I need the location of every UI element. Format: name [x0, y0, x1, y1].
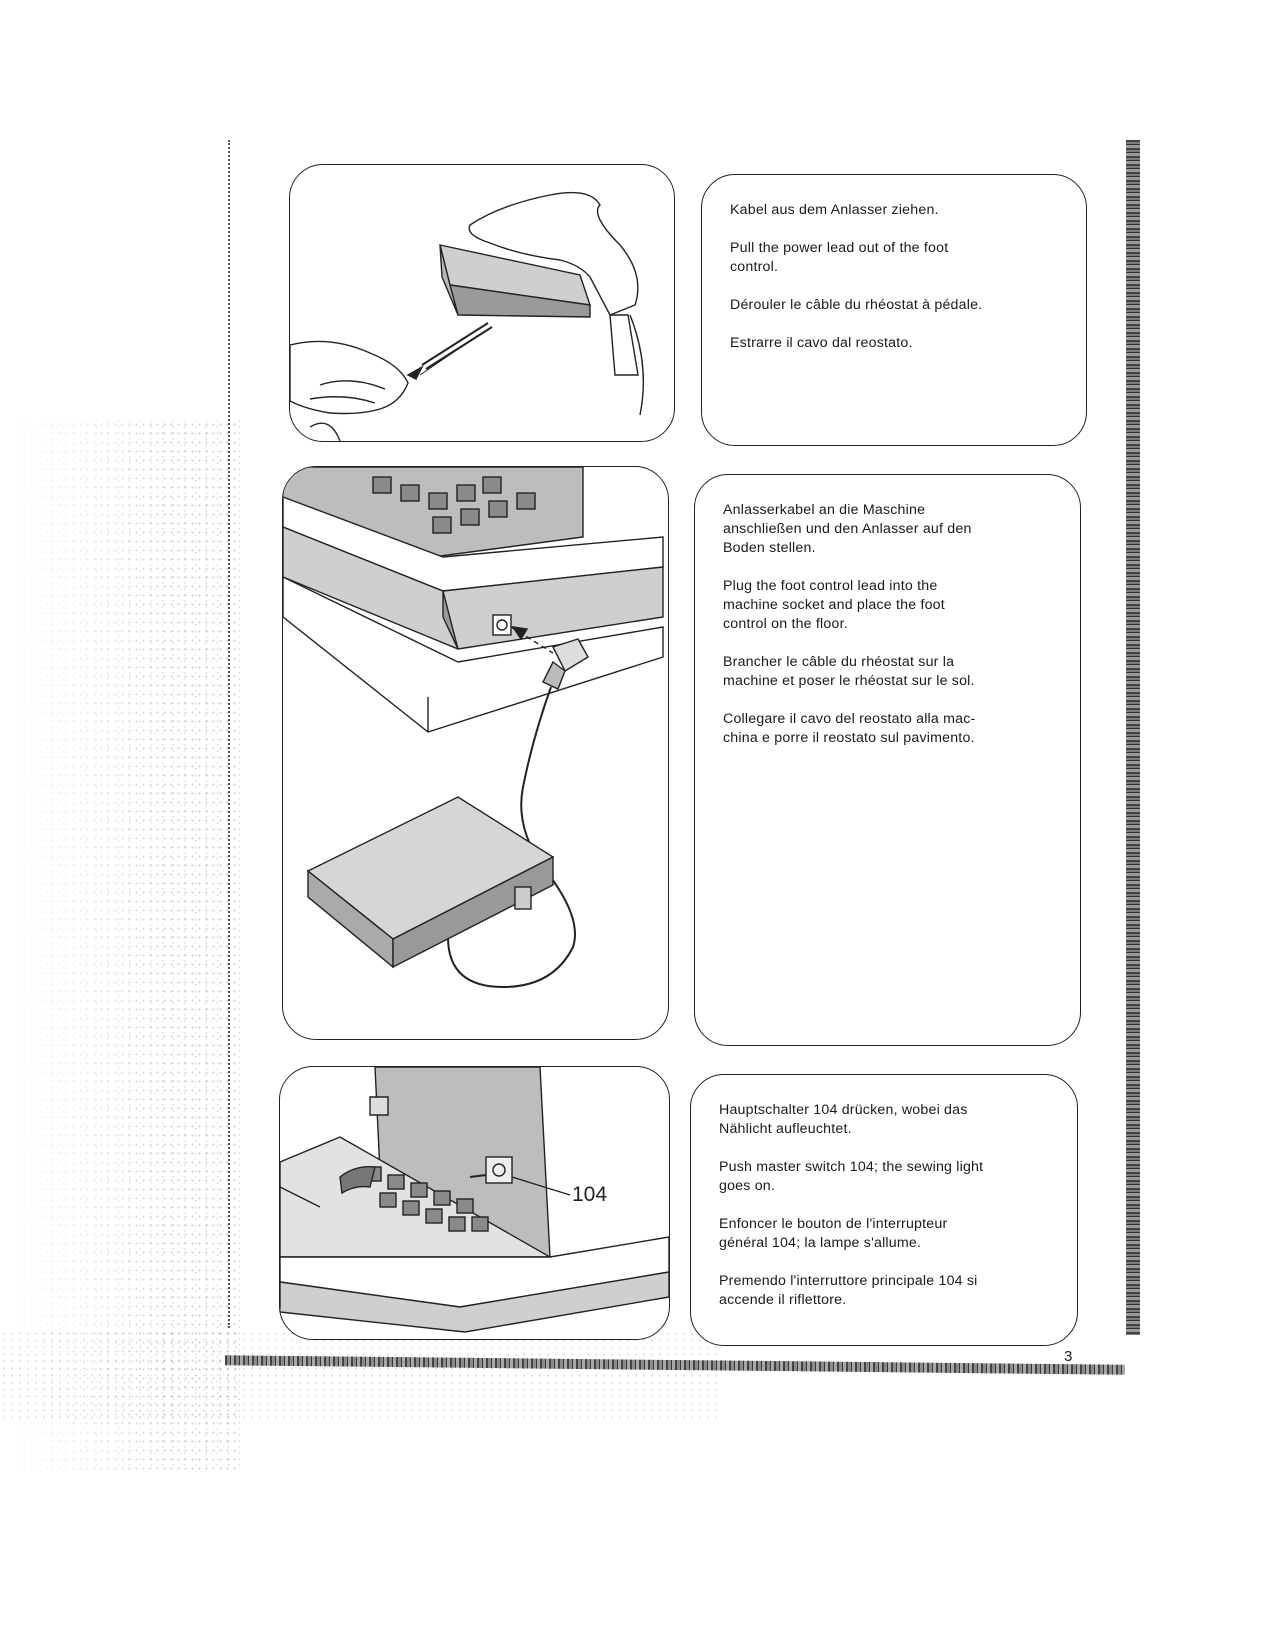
scan-noise-left — [0, 420, 240, 1470]
scan-noise-bottom — [0, 1330, 720, 1420]
instruction-box-1 — [701, 174, 1087, 446]
instruction-box-2 — [694, 474, 1081, 1046]
instruction-it: Premendo l'interruttore principale 104 si accende il riflettore. — [719, 1273, 978, 1308]
instruction-fr: Enfoncer le bouton de l'interrupteur général 104; la lampe s'allume. — [719, 1216, 948, 1251]
instruction-fr: Dérouler le câble du rhéostat à pédale. — [730, 297, 983, 313]
figure-plug-foot-control — [282, 466, 669, 1040]
hand-pulling-cable-icon — [290, 165, 674, 441]
instruction-it: Collegare il cavo del reostato alla mac- china e porre il reostato sul pavimento. — [723, 711, 976, 746]
foot-control-plugged-icon — [283, 467, 668, 1039]
instruction-de: Kabel aus dem Anlasser ziehen. — [730, 202, 939, 218]
master-switch-icon — [280, 1067, 669, 1339]
instruction-box-3 — [690, 1074, 1078, 1346]
instruction-it: Estrarre il cavo dal reostato. — [730, 335, 913, 351]
page-edge-shadow-right — [1126, 140, 1140, 1335]
instruction-fr: Brancher le câble du rhéostat sur la machine et poser le rhéostat sur le sol. — [723, 654, 975, 689]
page-number: 3 — [1064, 1348, 1073, 1365]
instruction-de: Anlasserkabel an die Maschine anschließen und den Anlasser auf den Boden stellen. — [723, 502, 972, 556]
instruction-de: Hauptschalter 104 drücken, wobei das Nählicht aufleuchtet. — [719, 1102, 968, 1137]
callout-104: 104 — [572, 1183, 608, 1206]
instruction-en: Push master switch 104; the sewing light goes on. — [719, 1159, 984, 1194]
figure-unplug-cable — [289, 164, 675, 442]
instruction-en: Pull the power lead out of the foot control. — [730, 240, 949, 275]
figure-master-switch — [279, 1066, 670, 1340]
instruction-en: Plug the foot control lead into the machine socket and place the foot control on the floor. — [723, 578, 945, 632]
